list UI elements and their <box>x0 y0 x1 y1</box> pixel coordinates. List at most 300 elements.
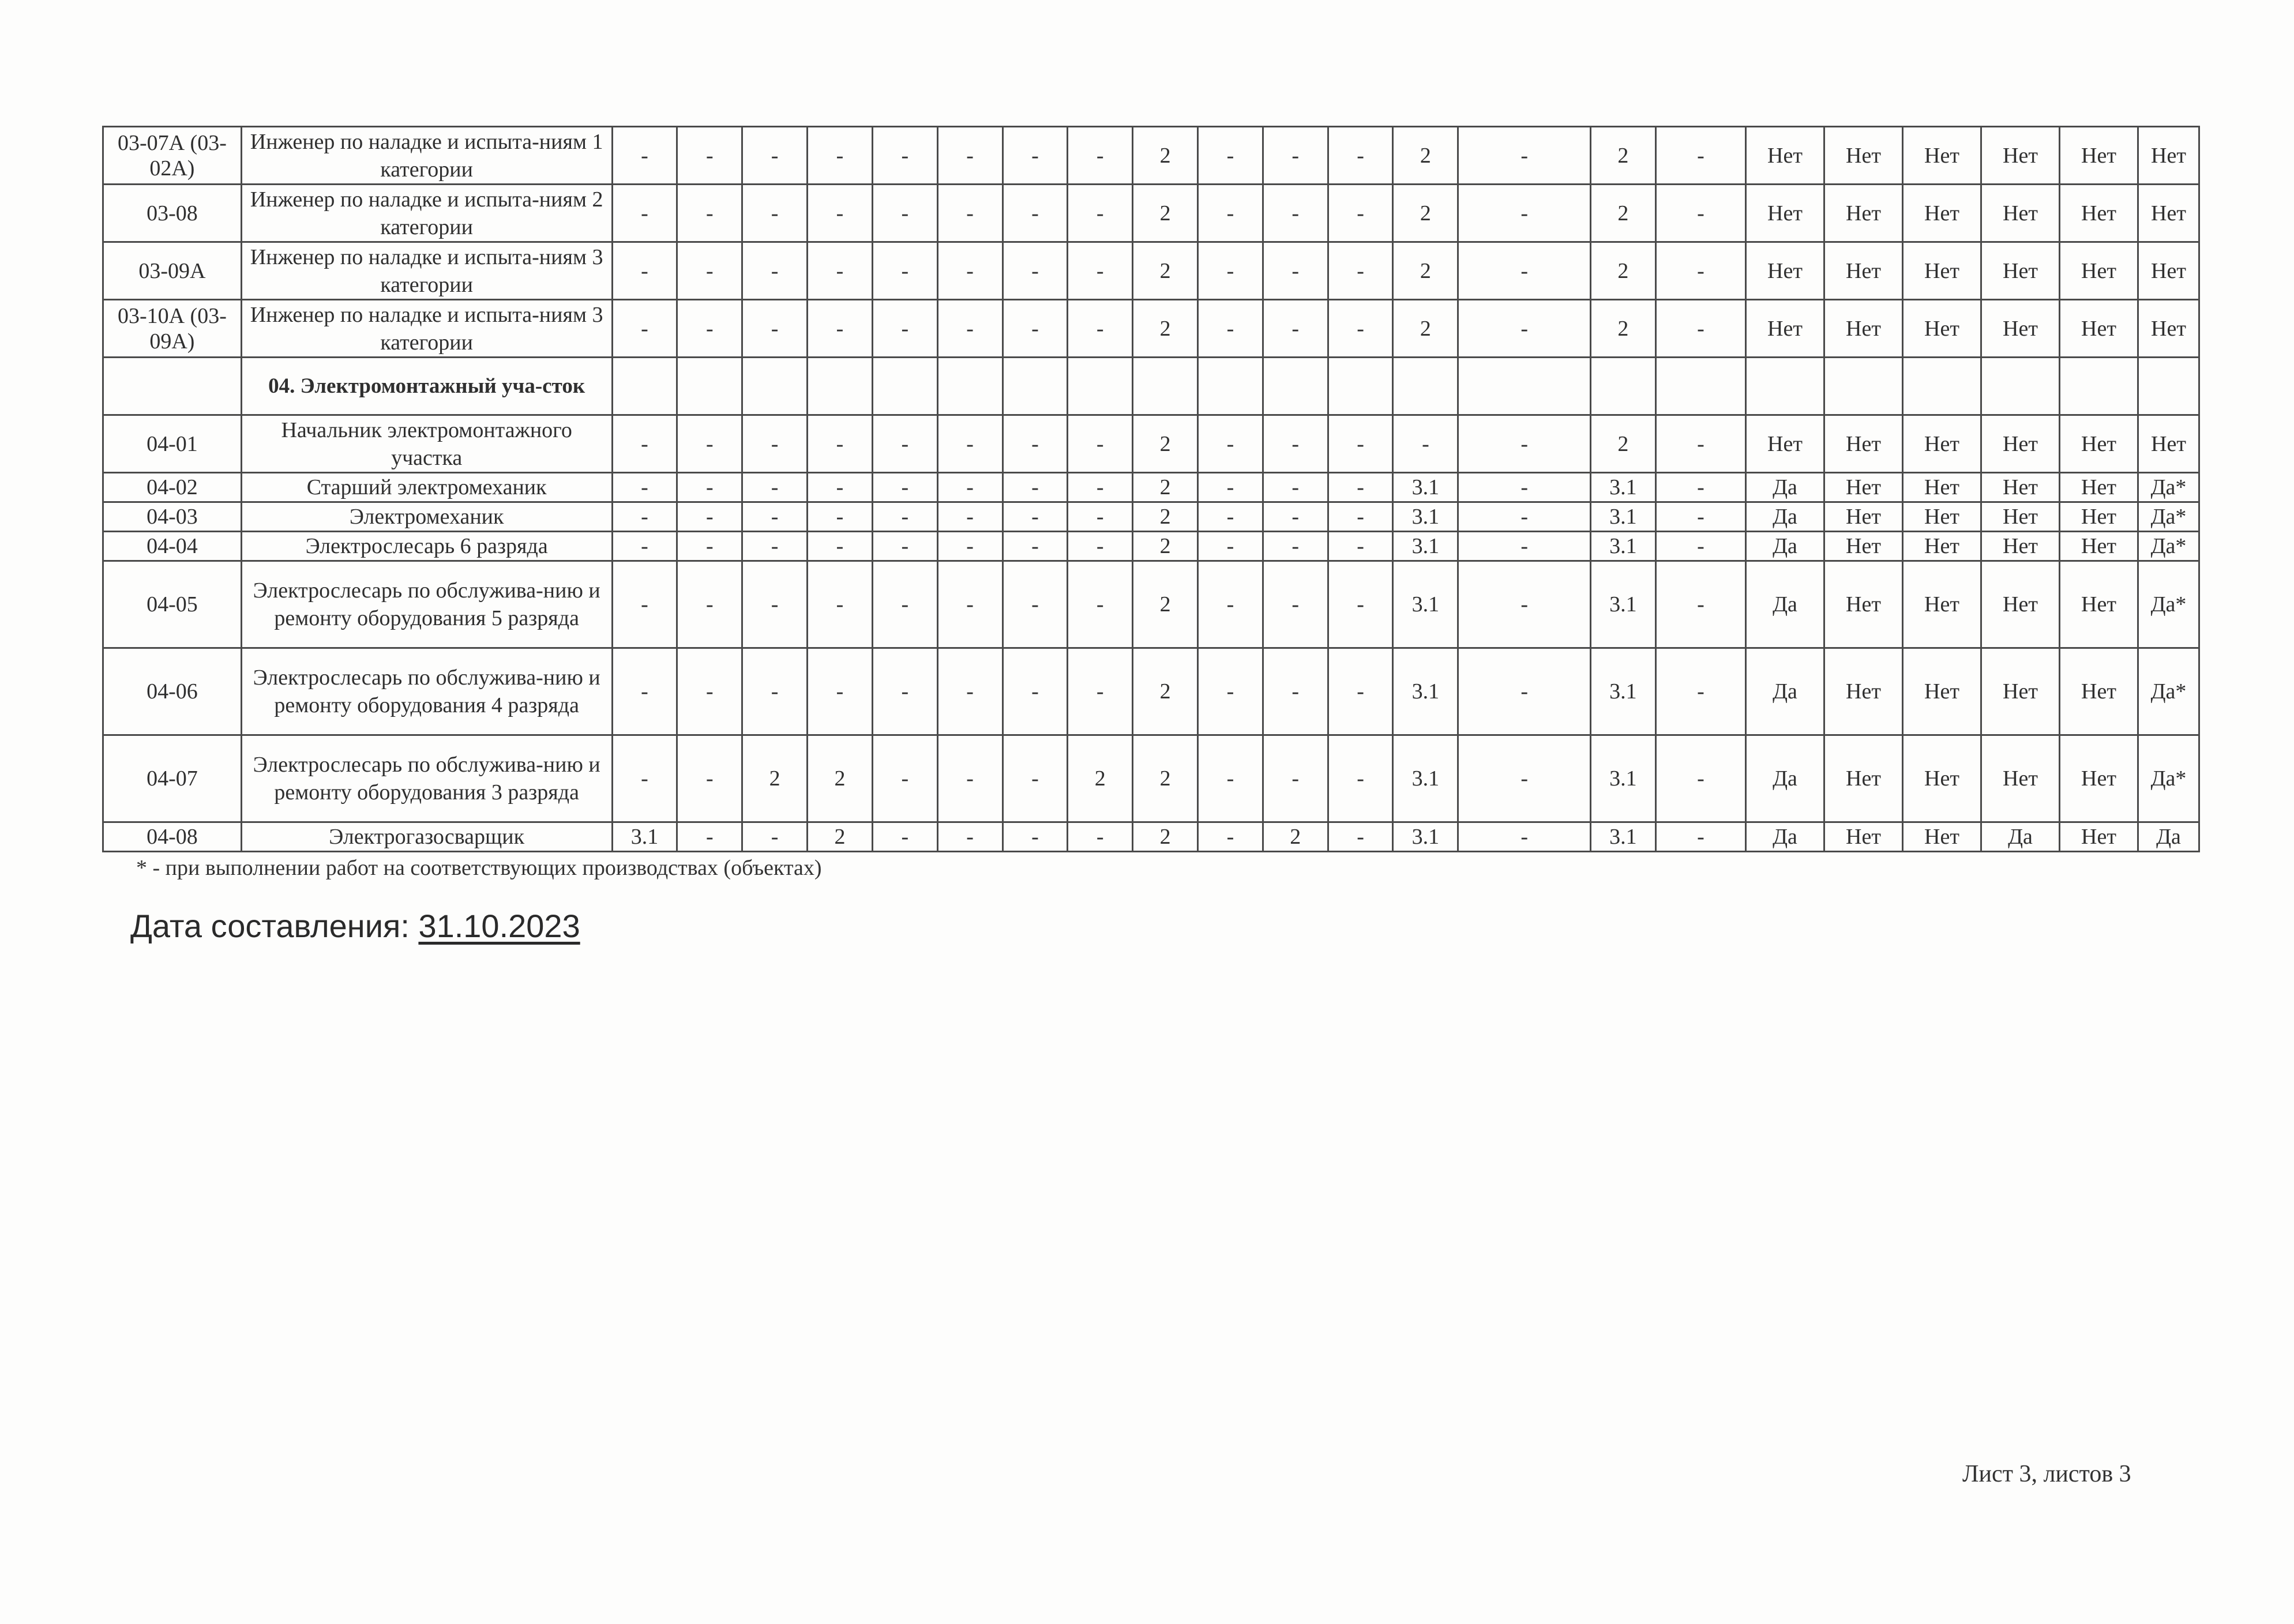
position-name: Инженер по наладке и испыта-ниям 2 категории <box>241 185 612 242</box>
table-cell: - <box>872 735 937 822</box>
table-cell <box>612 358 677 415</box>
table-cell: - <box>1655 300 1745 358</box>
position-name: Инженер по наладке и испыта-ниям 3 категории <box>241 242 612 300</box>
table-row <box>103 242 2199 300</box>
table-cell: 2 <box>808 735 873 822</box>
date-value: 31.10.2023 <box>418 908 580 944</box>
workplace-code: 04-08 <box>103 822 242 852</box>
table-cell: - <box>1263 300 1328 358</box>
table-cell: Нет <box>1981 502 2060 532</box>
table-cell: - <box>742 242 808 300</box>
table-cell: - <box>1458 185 1591 242</box>
table-cell <box>872 358 937 415</box>
table-cell: - <box>1458 561 1591 648</box>
table-cell: - <box>937 502 1003 532</box>
table-cell: - <box>1655 127 1745 185</box>
table-cell: 2 <box>1591 127 1656 185</box>
table-cell: 3.1 <box>612 822 677 852</box>
table-cell: - <box>742 185 808 242</box>
table-cell <box>1133 358 1198 415</box>
table-cell: Нет <box>1903 473 1981 502</box>
table-cell: Нет <box>1746 127 1824 185</box>
table-cell: Нет <box>1903 415 1981 473</box>
table-cell: 2 <box>1133 185 1198 242</box>
table-cell: - <box>937 473 1003 502</box>
table-cell: - <box>1068 127 1133 185</box>
table-cell <box>1198 358 1263 415</box>
table-cell: - <box>612 300 677 358</box>
table-cell <box>1458 358 1591 415</box>
workplace-code: 04-03 <box>103 502 242 532</box>
table-cell <box>2138 358 2199 415</box>
workplace-code: 03-09А <box>103 242 242 300</box>
table-cell: - <box>612 242 677 300</box>
table-cell: - <box>872 415 937 473</box>
table-cell: Нет <box>2060 473 2138 502</box>
table-cell: 3.1 <box>1393 502 1458 532</box>
table-cell: - <box>612 532 677 561</box>
table-cell: - <box>1328 822 1393 852</box>
table-cell: - <box>937 561 1003 648</box>
table-row <box>103 300 2199 358</box>
table-cell: Нет <box>1903 532 1981 561</box>
workplace-code: 04-06 <box>103 648 242 735</box>
table-cell: - <box>1458 822 1591 852</box>
table-cell: 2 <box>1263 822 1328 852</box>
table-cell: - <box>937 127 1003 185</box>
table-cell: - <box>1458 532 1591 561</box>
table-cell: - <box>937 735 1003 822</box>
table-cell: Нет <box>1746 242 1824 300</box>
table-cell: - <box>742 300 808 358</box>
workplace-code: 04-05 <box>103 561 242 648</box>
table-cell: - <box>808 242 873 300</box>
position-name: Начальник электромонтажного участка <box>241 415 612 473</box>
table-cell: Нет <box>1824 242 1903 300</box>
table-cell: Нет <box>1824 532 1903 561</box>
position-name: Старший электромеханик <box>241 473 612 502</box>
table-cell: - <box>677 502 742 532</box>
table-cell: - <box>742 648 808 735</box>
table-cell: - <box>1328 185 1393 242</box>
table-cell: - <box>1655 242 1745 300</box>
table-cell: Нет <box>1903 127 1981 185</box>
table-cell: - <box>1198 300 1263 358</box>
table-cell: - <box>808 185 873 242</box>
table-cell: - <box>1003 242 1068 300</box>
workplace-code: 04-02 <box>103 473 242 502</box>
table-cell: - <box>1003 532 1068 561</box>
table-cell: Нет <box>2060 532 2138 561</box>
table-cell: - <box>1263 415 1328 473</box>
table-cell: 2 <box>1133 242 1198 300</box>
table-cell: Нет <box>1746 300 1824 358</box>
table-cell: - <box>742 473 808 502</box>
table-cell: - <box>1198 473 1263 502</box>
table-cell: - <box>808 561 873 648</box>
table-cell: - <box>1655 735 1745 822</box>
table-cell: - <box>808 127 873 185</box>
table-cell: - <box>1655 185 1745 242</box>
table-cell: - <box>872 473 937 502</box>
table-cell: Нет <box>1903 735 1981 822</box>
table-cell <box>1981 358 2060 415</box>
table-cell: Нет <box>2138 242 2199 300</box>
position-name: Электрослесарь 6 разряда <box>241 532 612 561</box>
table-cell: - <box>1655 561 1745 648</box>
table-cell: Нет <box>2138 185 2199 242</box>
table-cell: Нет <box>1981 648 2060 735</box>
table-cell: Да <box>1746 735 1824 822</box>
table-cell: Нет <box>1824 415 1903 473</box>
table-cell: - <box>872 127 937 185</box>
table-cell: Нет <box>2060 300 2138 358</box>
table-cell: - <box>677 415 742 473</box>
workplace-code: 04-01 <box>103 415 242 473</box>
table-cell: - <box>1328 502 1393 532</box>
position-name: Электрослесарь по обслужива-нию и ремонту оборудования 5 разряда <box>241 561 612 648</box>
table-cell: - <box>677 473 742 502</box>
table-cell: - <box>1458 502 1591 532</box>
table-cell <box>1328 358 1393 415</box>
table-cell: - <box>1068 561 1133 648</box>
table-cell: 3.1 <box>1591 502 1656 532</box>
table-cell: - <box>1655 473 1745 502</box>
table-cell: - <box>1458 242 1591 300</box>
table-cell: - <box>612 561 677 648</box>
table-cell: 2 <box>1133 415 1198 473</box>
table-row <box>103 822 2199 852</box>
table-cell: Нет <box>2060 561 2138 648</box>
workplace-code: 03-10А (03-09А) <box>103 300 242 358</box>
table-cell: Нет <box>1981 127 2060 185</box>
table-cell <box>1655 358 1745 415</box>
sheet-number: Лист 3, листов 3 <box>1962 1461 2131 1487</box>
table-cell: - <box>1655 502 1745 532</box>
table-cell: - <box>612 648 677 735</box>
workplace-code: 03-08 <box>103 185 242 242</box>
table-cell: 3.1 <box>1591 648 1656 735</box>
table-cell: - <box>1068 473 1133 502</box>
table-cell: Нет <box>1981 735 2060 822</box>
table-cell: Нет <box>1824 127 1903 185</box>
table-cell: Нет <box>2138 127 2199 185</box>
table-cell: - <box>808 415 873 473</box>
table-cell: - <box>1263 473 1328 502</box>
table-body <box>103 127 2199 852</box>
table-cell: Нет <box>2060 415 2138 473</box>
table-cell: Да <box>1746 502 1824 532</box>
date-label: Дата составления: <box>130 908 410 944</box>
table-cell: Да <box>1746 822 1824 852</box>
table-cell: - <box>1263 561 1328 648</box>
table-cell: 2 <box>1133 127 1198 185</box>
table-cell: - <box>1003 822 1068 852</box>
table-cell: - <box>1068 300 1133 358</box>
workplace-code <box>103 358 242 415</box>
position-name: Инженер по наладке и испыта-ниям 3 категории <box>241 300 612 358</box>
table-cell: - <box>1198 735 1263 822</box>
table-cell: Нет <box>1981 561 2060 648</box>
table-cell: 2 <box>1133 648 1198 735</box>
table-row <box>103 648 2199 735</box>
table-cell: 3.1 <box>1393 822 1458 852</box>
table-cell: - <box>1068 822 1133 852</box>
table-cell: - <box>1655 648 1745 735</box>
table-cell: - <box>937 415 1003 473</box>
table-cell: 2 <box>1393 185 1458 242</box>
table-cell: 2 <box>1591 185 1656 242</box>
table-cell: Нет <box>1824 735 1903 822</box>
table-cell: Нет <box>1824 473 1903 502</box>
table-cell: Да* <box>2138 648 2199 735</box>
table-cell <box>1263 358 1328 415</box>
table-cell: Да* <box>2138 473 2199 502</box>
table-cell: - <box>1198 561 1263 648</box>
table-cell: - <box>1003 735 1068 822</box>
table-cell: - <box>872 561 937 648</box>
table-cell: - <box>872 532 937 561</box>
table-cell: - <box>872 242 937 300</box>
table-cell: Нет <box>1746 185 1824 242</box>
table-cell: - <box>1328 532 1393 561</box>
table-cell: - <box>808 648 873 735</box>
table-cell: 2 <box>808 822 873 852</box>
table-cell: Нет <box>1903 561 1981 648</box>
table-cell: - <box>1003 648 1068 735</box>
table-cell: - <box>1458 127 1591 185</box>
table-cell: - <box>742 415 808 473</box>
table-cell <box>2060 358 2138 415</box>
table-cell: Да <box>1746 532 1824 561</box>
table-cell: 2 <box>1133 473 1198 502</box>
table-cell: - <box>1328 242 1393 300</box>
table-cell: - <box>612 735 677 822</box>
workplace-code: 03-07А (03-02А) <box>103 127 242 185</box>
table-cell: 3.1 <box>1393 532 1458 561</box>
table-cell: Да <box>1746 561 1824 648</box>
table-cell <box>1824 358 1903 415</box>
table-cell: Нет <box>1903 242 1981 300</box>
table-cell: 2 <box>1133 300 1198 358</box>
table-cell: - <box>808 473 873 502</box>
table-cell: 3.1 <box>1393 473 1458 502</box>
table-cell: - <box>1003 127 1068 185</box>
table-cell: Да <box>2138 822 2199 852</box>
table-cell: Да <box>1981 822 2060 852</box>
table-cell: - <box>612 415 677 473</box>
table-cell: Нет <box>1824 561 1903 648</box>
table-cell: - <box>1198 822 1263 852</box>
table-cell: Нет <box>1981 532 2060 561</box>
position-name: Электрогазосварщик <box>241 822 612 852</box>
table-cell: Нет <box>2138 415 2199 473</box>
table-cell: - <box>1003 415 1068 473</box>
table-row <box>103 532 2199 561</box>
table-cell: - <box>808 300 873 358</box>
working-conditions-table <box>102 126 2200 852</box>
table-cell: - <box>1003 561 1068 648</box>
table-cell: - <box>1198 532 1263 561</box>
table-cell: - <box>677 185 742 242</box>
table-cell <box>1068 358 1133 415</box>
table-cell: - <box>1198 502 1263 532</box>
table-cell: - <box>1328 127 1393 185</box>
table-cell: - <box>1198 185 1263 242</box>
table-cell: - <box>1263 532 1328 561</box>
table-cell: Нет <box>1981 242 2060 300</box>
table-row <box>103 127 2199 185</box>
workplace-code: 04-04 <box>103 532 242 561</box>
table-cell: 3.1 <box>1591 532 1656 561</box>
table-cell: Нет <box>2138 300 2199 358</box>
table-cell: 2 <box>1133 532 1198 561</box>
table-cell: Да* <box>2138 532 2199 561</box>
table-cell: - <box>937 242 1003 300</box>
table-cell: 2 <box>1591 415 1656 473</box>
table-cell: Нет <box>1824 185 1903 242</box>
table-cell: - <box>1458 648 1591 735</box>
table-cell: - <box>937 648 1003 735</box>
table-row <box>103 502 2199 532</box>
table-cell: - <box>1263 648 1328 735</box>
table-cell: Нет <box>1981 300 2060 358</box>
table-cell: - <box>872 300 937 358</box>
table-cell: - <box>1068 185 1133 242</box>
table-cell: 3.1 <box>1591 822 1656 852</box>
table-cell: Нет <box>1824 300 1903 358</box>
table-cell: - <box>677 242 742 300</box>
table-cell: Да* <box>2138 502 2199 532</box>
table-cell: - <box>1655 415 1745 473</box>
table-cell: - <box>1328 561 1393 648</box>
table-cell: - <box>1198 242 1263 300</box>
table-cell <box>677 358 742 415</box>
table-cell: - <box>1328 415 1393 473</box>
table-cell: 2 <box>1393 300 1458 358</box>
table-cell: - <box>1328 648 1393 735</box>
table-cell: Нет <box>2060 735 2138 822</box>
table-cell: Нет <box>2060 822 2138 852</box>
table-cell: - <box>677 561 742 648</box>
table-cell: 2 <box>1591 242 1656 300</box>
table-cell: - <box>742 822 808 852</box>
table-cell: Да <box>1746 648 1824 735</box>
table-cell: - <box>937 185 1003 242</box>
table-cell: Нет <box>2060 185 2138 242</box>
table-cell: Да* <box>2138 735 2199 822</box>
table-cell: - <box>677 648 742 735</box>
table-cell: Нет <box>2060 127 2138 185</box>
compilation-date <box>130 907 580 945</box>
table-cell: 3.1 <box>1591 561 1656 648</box>
table-cell: - <box>1655 532 1745 561</box>
table-cell: - <box>872 822 937 852</box>
table-cell: - <box>1263 127 1328 185</box>
table-row <box>103 735 2199 822</box>
table-cell: - <box>612 185 677 242</box>
table-cell <box>1003 358 1068 415</box>
table-cell: Нет <box>1824 822 1903 852</box>
table-cell: - <box>1328 735 1393 822</box>
table-cell <box>742 358 808 415</box>
position-name: Электрослесарь по обслужива-нию и ремонту оборудования 3 разряда <box>241 735 612 822</box>
table-cell: - <box>677 127 742 185</box>
table-cell <box>1903 358 1981 415</box>
position-name: Электромеханик <box>241 502 612 532</box>
table-cell: Нет <box>1981 185 2060 242</box>
table-cell: Нет <box>1903 300 1981 358</box>
table-cell: 2 <box>1133 502 1198 532</box>
table-cell: - <box>1068 502 1133 532</box>
table-cell: - <box>1003 300 1068 358</box>
table-cell: 2 <box>1393 242 1458 300</box>
table-cell: - <box>612 127 677 185</box>
table-cell: Нет <box>1824 502 1903 532</box>
section-title: 04. Электромонтажный уча-сток <box>241 358 612 415</box>
table-cell <box>1591 358 1656 415</box>
section-row <box>103 358 2199 415</box>
table-cell: - <box>1003 473 1068 502</box>
table-cell: - <box>1068 648 1133 735</box>
table-cell: 2 <box>1133 735 1198 822</box>
table-cell: - <box>1068 415 1133 473</box>
table-cell: - <box>1003 185 1068 242</box>
table-cell: - <box>1458 300 1591 358</box>
table-cell: Нет <box>2060 242 2138 300</box>
table-cell: 3.1 <box>1591 735 1656 822</box>
table-cell: - <box>937 532 1003 561</box>
table-cell: 3.1 <box>1393 735 1458 822</box>
table-cell: - <box>872 185 937 242</box>
table-cell: - <box>1068 242 1133 300</box>
table-cell: 2 <box>1393 127 1458 185</box>
table-cell: - <box>937 822 1003 852</box>
table-cell: - <box>742 532 808 561</box>
table-cell: - <box>1458 473 1591 502</box>
table-cell: - <box>742 127 808 185</box>
table-cell: - <box>1263 735 1328 822</box>
table-cell: - <box>1068 532 1133 561</box>
table-cell: - <box>937 300 1003 358</box>
table-cell <box>1746 358 1824 415</box>
table-cell: - <box>1393 415 1458 473</box>
table-cell: - <box>872 502 937 532</box>
table-cell: - <box>1328 300 1393 358</box>
table-cell: Нет <box>1981 415 2060 473</box>
footnote: * - при выполнении работ на соответствующих производствах (объектах) <box>136 856 822 880</box>
table-cell: 2 <box>742 735 808 822</box>
table-cell: Нет <box>1746 415 1824 473</box>
table-cell: Нет <box>1903 185 1981 242</box>
table-row <box>103 185 2199 242</box>
table-row <box>103 561 2199 648</box>
table-cell: - <box>677 822 742 852</box>
table-cell: Нет <box>2060 502 2138 532</box>
table-cell: - <box>872 648 937 735</box>
table-cell: 2 <box>1591 300 1656 358</box>
position-name: Инженер по наладке и испыта-ниям 1 категории <box>241 127 612 185</box>
table-cell: - <box>742 561 808 648</box>
table-row <box>103 473 2199 502</box>
table-cell: - <box>1263 502 1328 532</box>
table-cell: - <box>1198 648 1263 735</box>
table-cell: 2 <box>1133 822 1198 852</box>
table-cell: - <box>1263 242 1328 300</box>
table-cell <box>808 358 873 415</box>
table-cell: 2 <box>1068 735 1133 822</box>
table-cell: Нет <box>1903 822 1981 852</box>
